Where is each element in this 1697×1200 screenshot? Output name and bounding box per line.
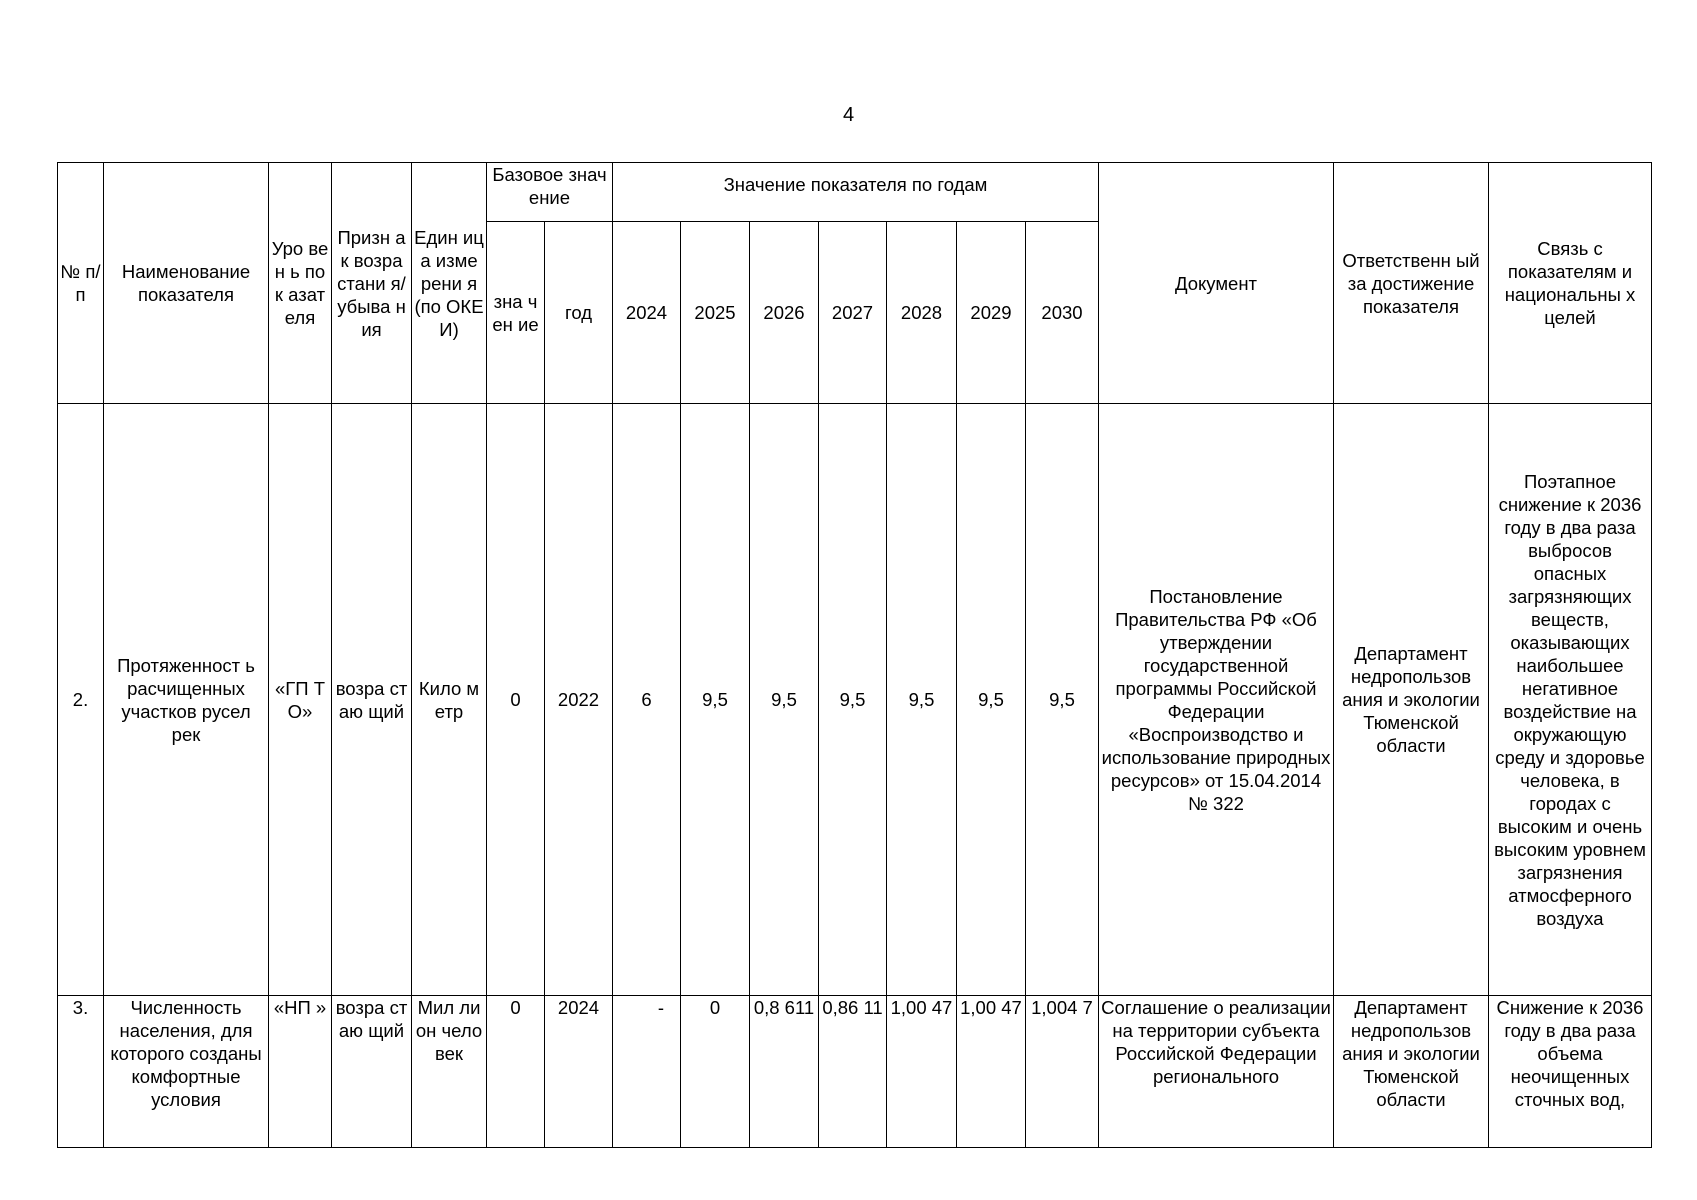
row-year-value: 0 [681, 996, 750, 1148]
indicators-table [57, 162, 1652, 1148]
col-header-base-value: зна чен ие [487, 222, 545, 404]
col-header-year: 2029 [957, 222, 1026, 404]
row-level: «НП » [269, 996, 332, 1148]
col-header-years-title: Значение показателя по годам [613, 163, 1099, 222]
row-year-value: 0,86 11 [819, 996, 887, 1148]
col-header-document: Документ [1099, 163, 1334, 404]
table-row [58, 404, 1652, 996]
row-sign: возра стаю щий [332, 996, 412, 1148]
row-responsible: Департамент недропользов ания и экологии Тюменской области [1334, 996, 1489, 1148]
row-year-value: 9,5 [1026, 404, 1099, 996]
row-link: Снижение к 2036 году в два раза объема неочищенных сточных вод, [1489, 996, 1652, 1148]
col-header-level: Уро вен ь пок азат еля [269, 163, 332, 404]
table-row [58, 996, 1652, 1148]
row-year-value: 9,5 [957, 404, 1026, 996]
col-header-unit: Един ица изме рени я (по ОКЕ И) [412, 163, 487, 404]
page-number: 4 [842, 104, 855, 126]
row-year-value: 9,5 [887, 404, 957, 996]
row-year-value: 9,5 [819, 404, 887, 996]
row-base-year: 2024 [545, 996, 613, 1148]
row-document: Постановление Правительства РФ «Об утверждении государственной программы Российской Федерации «Воспроизводство и использование природных ресурсов» от 15.04.2014 № 322 [1099, 404, 1334, 996]
row-unit: Мил лион чело век [412, 996, 487, 1148]
col-header-link: Связь с показателям и национальны х целей [1489, 163, 1652, 404]
row-num: 3. [58, 996, 104, 1148]
col-header-name: Наименование показателя [104, 163, 269, 404]
col-header-responsible: Ответственн ый за достижение показателя [1334, 163, 1489, 404]
row-year-value: 6 [613, 404, 681, 996]
col-header-year: 2024 [613, 222, 681, 404]
row-name: Численность населения, для которого созданы комфортные условия [104, 996, 269, 1148]
row-year-value: 1,00 47 [957, 996, 1026, 1148]
row-name: Протяженност ь расчищенных участков русел рек [104, 404, 269, 996]
row-year-value: 9,5 [681, 404, 750, 996]
row-num: 2. [58, 404, 104, 996]
row-base-value: 0 [487, 996, 545, 1148]
col-header-year: 2027 [819, 222, 887, 404]
col-header-base: Базовое значение [487, 163, 613, 222]
col-header-year: 2028 [887, 222, 957, 404]
row-unit: Кило метр [412, 404, 487, 996]
row-base-value: 0 [487, 404, 545, 996]
row-year-value: 1,00 47 [887, 996, 957, 1148]
row-year-value: 0,8 611 [750, 996, 819, 1148]
row-sign: возра стаю щий [332, 404, 412, 996]
col-header-base-year: год [545, 222, 613, 404]
col-header-year: 2025 [681, 222, 750, 404]
col-header-sign: Призн ак возра стани я/ убыва ния [332, 163, 412, 404]
row-level: «ГП ТО» [269, 404, 332, 996]
col-header-year: 2026 [750, 222, 819, 404]
row-year-value: - [613, 996, 681, 1148]
row-link: Поэтапное снижение к 2036 году в два раза выбросов опасных загрязняющих веществ, оказывающих наибольшее негативное воздействие на окружающую среду и здоровье человека, в городах с высоким и очень высоким уровнем загрязнения атмосферного воздуха [1489, 404, 1652, 996]
col-header-year: 2030 [1026, 222, 1099, 404]
row-responsible: Департамент недропользов ания и экологии Тюменской области [1334, 404, 1489, 996]
row-base-year: 2022 [545, 404, 613, 996]
row-year-value: 1,004 7 [1026, 996, 1099, 1148]
row-document: Соглашение о реализации на территории субъекта Российской Федерации регионального [1099, 996, 1334, 1148]
row-year-value: 9,5 [750, 404, 819, 996]
col-header-num: № п/ п [58, 163, 104, 404]
